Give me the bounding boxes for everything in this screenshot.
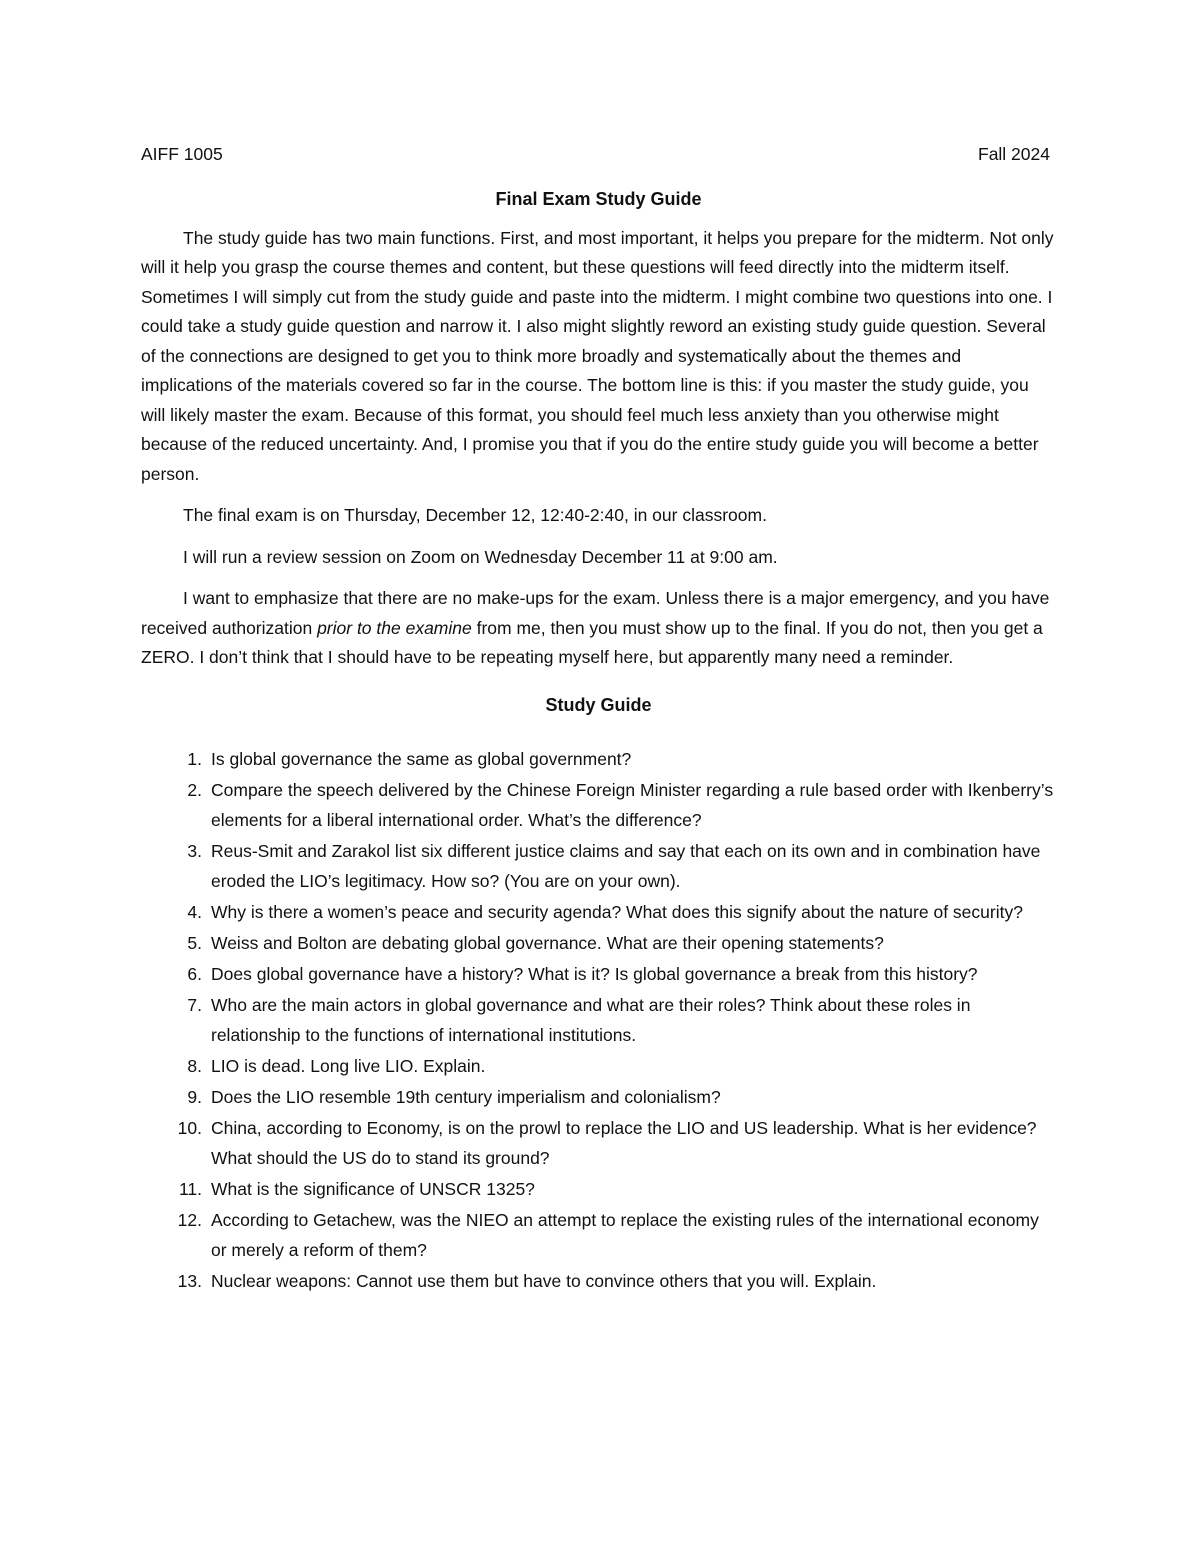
exam-info-paragraph: The final exam is on Thursday, December 12, 12:40-2:40, in our classroom. [183, 505, 767, 525]
question-number: 10. [177, 1118, 202, 1138]
course-code: AIFF 1005 [141, 144, 223, 164]
term: Fall 2024 [978, 144, 1050, 164]
document-page [141, 140, 1056, 1297]
list-item [141, 1051, 1056, 1081]
list-item [141, 1113, 1056, 1173]
question-text: Compare the speech delivered by the Chinese Foreign Minister regarding a rule based order with Ikenberry’s elements for a liberal international order. What’s the difference? [211, 780, 1054, 830]
question-text: Does global governance have a history? What is it? Is global governance a break from this history? [211, 964, 978, 984]
list-item [141, 1174, 1056, 1204]
question-number: 8. [187, 1056, 202, 1076]
document-header [141, 140, 1056, 172]
question-number: 11. [178, 1179, 202, 1199]
list-item [141, 959, 1056, 989]
document-title: Final Exam Study Guide [495, 189, 702, 209]
question-text: Why is there a women’s peace and security agenda? What does this signify about the nature of security? [211, 902, 1023, 922]
list-item [141, 1266, 1056, 1296]
question-text: Does the LIO resemble 19th century imperialism and colonialism? [211, 1087, 721, 1107]
list-item [141, 928, 1056, 958]
list-item [141, 897, 1056, 927]
review-session-paragraph: I will run a review session on Zoom on Wednesday December 11 at 9:00 am. [183, 546, 778, 567]
study-guide-heading: Study Guide [545, 694, 652, 715]
question-text: Who are the main actors in global governance and what are their roles? Think about these roles in relationship to the functions of international institutions. [211, 995, 971, 1045]
question-text: Weiss and Bolton are debating global governance. What are their opening statements? [211, 933, 884, 953]
list-item [141, 1082, 1056, 1112]
makeup-policy-text-1: I want to emphasize that there are no make-ups for the exam. Unless there is a major emergency, and you have received authorization [141, 588, 1050, 638]
makeup-policy-emphasis: prior to the examine [317, 617, 472, 638]
question-number: 7. [187, 995, 202, 1015]
question-number: 9. [187, 1087, 202, 1107]
question-number: 1. [187, 749, 202, 769]
question-number: 2. [187, 780, 202, 800]
makeup-policy-text-2: from me, then you must show up to the final. If you do not, then you get a ZERO. I don’t think that I should have to be repeating myself here, but apparently many need a reminder. [141, 617, 1043, 667]
question-number: 3. [187, 841, 202, 861]
list-item [141, 990, 1056, 1050]
question-list [141, 744, 1056, 1296]
question-text: Nuclear weapons: Cannot use them but have to convince others that you will. Explain. [211, 1271, 877, 1291]
question-text: According to Getachew, was the NIEO an attempt to replace the existing rules of the international economy or merely a reform of them? [211, 1210, 1039, 1260]
question-number: 6. [187, 964, 202, 984]
list-item [141, 744, 1056, 774]
list-item [141, 1205, 1056, 1265]
question-text: LIO is dead. Long live LIO. Explain. [211, 1056, 486, 1076]
question-number: 13. [177, 1271, 202, 1291]
question-text: What is the significance of UNSCR 1325? [211, 1179, 535, 1199]
list-item [141, 836, 1056, 896]
intro-paragraph: The study guide has two main functions. First, and most important, it helps you prepare for the midterm. Not only will it help you grasp the course themes and content, but these questions will feed directly into the midterm itself. Sometimes I will simply cut from the study guide and paste into the midterm. I might combine two questions into one. I could take a study guide question and narrow it. I also might slightly reword an existing study guide question. Several of the connections are designed to get you to think more broadly and systematically about the themes and implications of the materials covered so far in the course. The bottom line is this: if you master the study guide, you will likely master the exam. Because of this format, you should feel much less anxiety than you otherwise might because of the reduced uncertainty. And, I promise you that if you do the entire study guide you will become a better person. [141, 227, 1054, 484]
question-number: 12. [177, 1210, 202, 1230]
list-item [141, 775, 1056, 835]
makeup-policy-paragraph [141, 584, 1056, 673]
question-text: China, according to Economy, is on the prowl to replace the LIO and US leadership. What is her evidence? What should the US do to stand its ground? [211, 1118, 1037, 1168]
question-number: 4. [187, 902, 202, 922]
question-number: 5. [187, 933, 202, 953]
question-text: Reus-Smit and Zarakol list six different justice claims and say that each on its own and in combination have eroded the LIO’s legitimacy. How so? (You are on your own). [211, 841, 1041, 891]
question-text: Is global governance the same as global government? [211, 749, 632, 769]
